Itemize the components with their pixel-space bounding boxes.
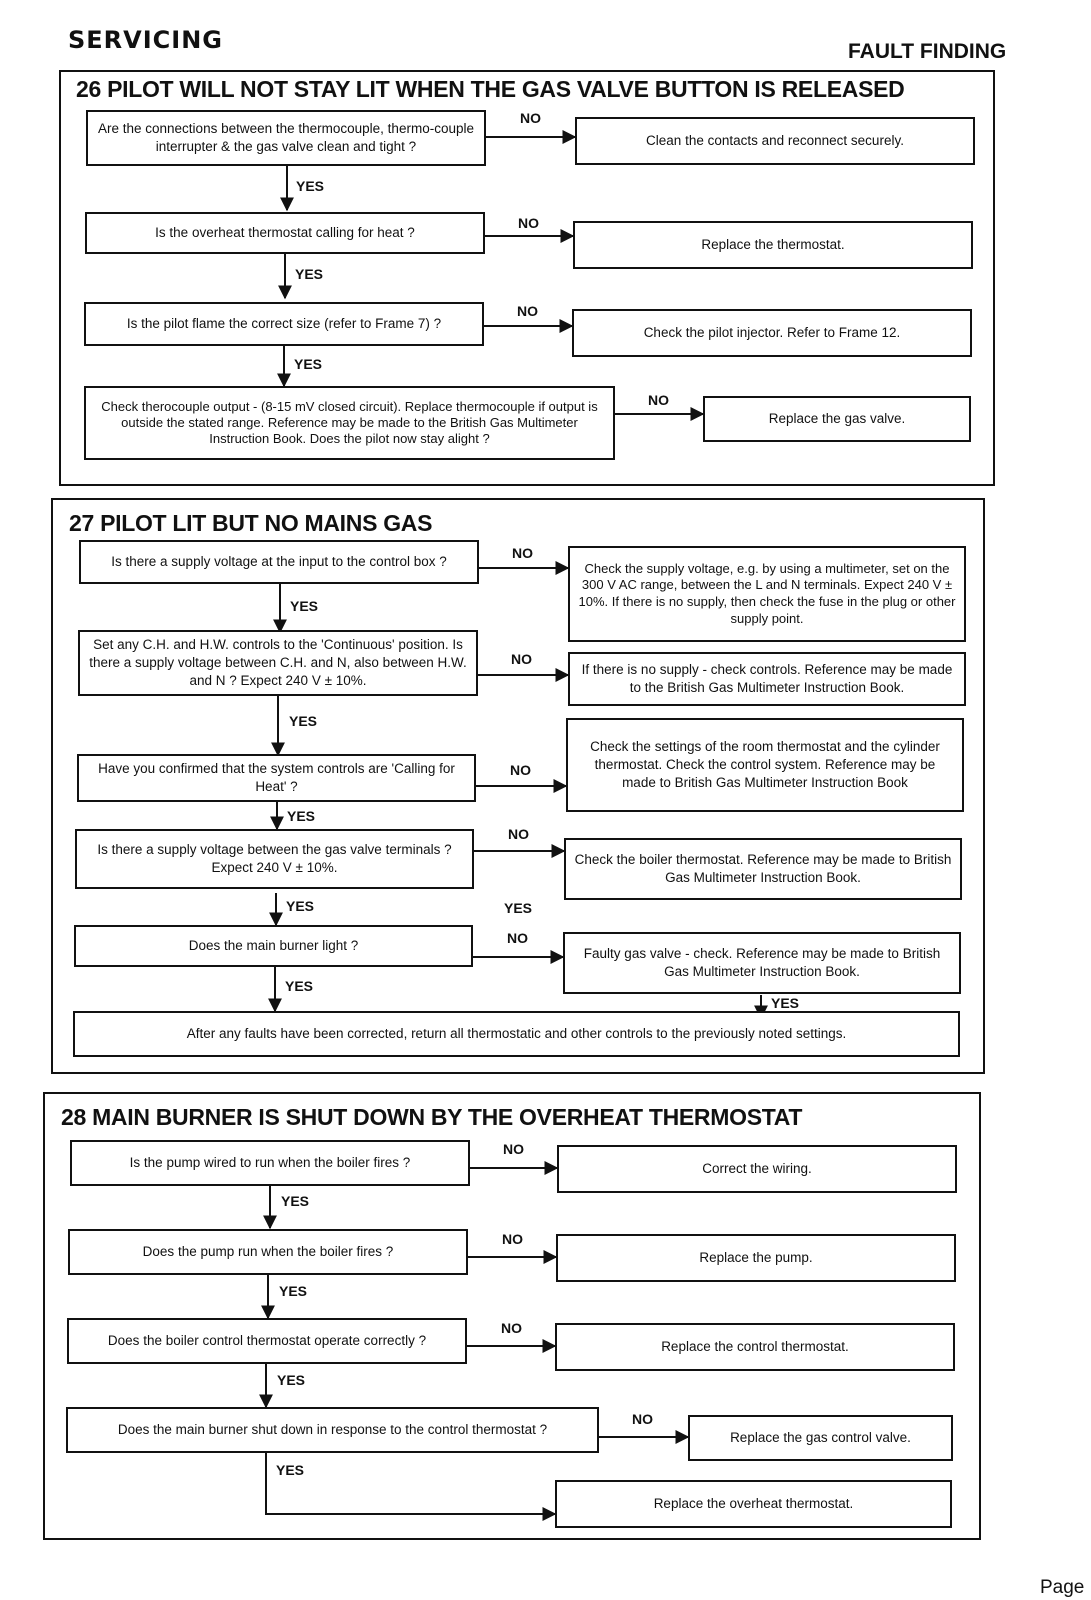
f28-question-4: Does the main burner shut down in response to the control thermostat ? [66,1407,599,1453]
section-title: SERVICING [68,26,223,54]
f26-no-label-4: NO [648,392,669,408]
f26-action-1: Clean the contacts and reconnect securely. [575,117,975,165]
f27-question-5: Does the main burner light ? [74,925,473,967]
f28-question-1: Is the pump wired to run when the boiler fires ? [70,1140,470,1186]
f26-no-label-2: NO [518,215,539,231]
f27-yes-label-7: YES [771,995,800,1011]
f27-no-label-1: NO [512,545,533,561]
f27-question-3: Have you confirmed that the system controls are 'Calling for Heat' ? [77,754,476,802]
f27-no-label-5: NO [507,930,528,946]
f28-final-action: Replace the overheat thermostat. [555,1480,952,1528]
f28-no-label-3: NO [501,1320,522,1336]
f27-final-note: After any faults have been corrected, return all thermostatic and other controls to the previously noted settings. [73,1011,960,1057]
f28-yes-label-1: YES [281,1193,310,1209]
f27-action-3: Check the settings of the room thermostat and the cylinder thermostat. Check the control system. Reference may be made to British Gas Multimeter Instruction Book [566,718,964,812]
f27-yes-label-6: YES [285,978,314,994]
f27-yes-label-2: YES [289,713,318,729]
f28-yes-label-4: YES [276,1462,305,1478]
f27-yes-label-5: YES [504,900,533,916]
f28-action-1: Correct the wiring. [557,1145,957,1193]
f28-no-label-2: NO [502,1231,523,1247]
f28-no-label-1: NO [503,1141,524,1157]
f26-question-1: Are the connections between the thermocouple, thermo-couple interrupter & the gas valve clean and tight ? [86,110,486,166]
f27-no-label-2: NO [511,651,532,667]
f27-question-4: Is there a supply voltage between the gas valve terminals ? Expect 240 V ± 10%. [75,829,474,889]
f27-question-2: Set any C.H. and H.W. controls to the 'Continuous' position. Is there a supply voltage between C.H. and N, also between H.W. and N ? Expect 240 V ± 10%. [78,630,478,696]
f27-yes-label-1: YES [290,598,319,614]
f26-yes-label-1: YES [296,178,325,194]
page-number: Page [1040,1577,1085,1598]
f28-yes-label-3: YES [277,1372,306,1388]
f26-no-label-1: NO [520,110,541,126]
f27-no-label-4: NO [508,826,529,842]
subsection-title: FAULT FINDING [848,40,1007,63]
f28-action-3: Replace the control thermostat. [555,1323,955,1371]
f27-question-1: Is there a supply voltage at the input to the control box ? [79,540,479,584]
f26-yes-label-3: YES [294,356,323,372]
f26-action-3: Check the pilot injector. Refer to Frame 12. [572,309,972,357]
f28-question-3: Does the boiler control thermostat operate correctly ? [67,1318,467,1364]
f26-action-2: Replace the thermostat. [573,221,973,269]
f26-no-label-3: NO [517,303,538,319]
f27-action-4: Check the boiler thermostat. Reference may be made to British Gas Multimeter Instruction Book. [564,838,962,900]
frame-28-title: 28 MAIN BURNER IS SHUT DOWN BY THE OVERHEAT THERMOSTAT [61,1104,803,1130]
frame-27-title: 27 PILOT LIT BUT NO MAINS GAS [69,510,433,536]
f26-action-4: Replace the gas valve. [703,396,971,442]
f27-yes-label-4: YES [286,898,315,914]
f27-yes-label-3: YES [287,808,316,824]
f27-action-1: Check the supply voltage, e.g. by using a multimeter, set on the 300 V AC range, between the L and N terminals. Expect 240 V ± 10%. If there is no supply, then check the fuse in the plug or other supply point. [568,546,966,642]
f26-question-3: Is the pilot flame the correct size (refer to Frame 7) ? [84,302,484,346]
f26-question-4: Check therocouple output - (8-15 mV closed circuit). Replace thermocouple if output is outside the stated range. Reference may be made to the British Gas Multimeter Instruction Book. Does the pilot now stay alight ? [84,386,615,460]
f28-action-4: Replace the gas control valve. [688,1415,953,1461]
f27-no-label-3: NO [510,762,531,778]
f26-yes-label-2: YES [295,266,324,282]
f28-action-2: Replace the pump. [556,1234,956,1282]
frame-26-title: 26 PILOT WILL NOT STAY LIT WHEN THE GAS VALVE BUTTON IS RELEASED [76,76,905,102]
f28-question-2: Does the pump run when the boiler fires ? [68,1229,468,1275]
f26-question-2: Is the overheat thermostat calling for heat ? [85,212,485,254]
f27-action-5: Faulty gas valve - check. Reference may be made to British Gas Multimeter Instruction Book. [563,932,961,994]
f28-yes-label-2: YES [279,1283,308,1299]
f27-action-2: If there is no supply - check controls. Reference may be made to the British Gas Multimeter Instruction Book. [568,652,966,706]
f28-no-label-4: NO [632,1411,653,1427]
